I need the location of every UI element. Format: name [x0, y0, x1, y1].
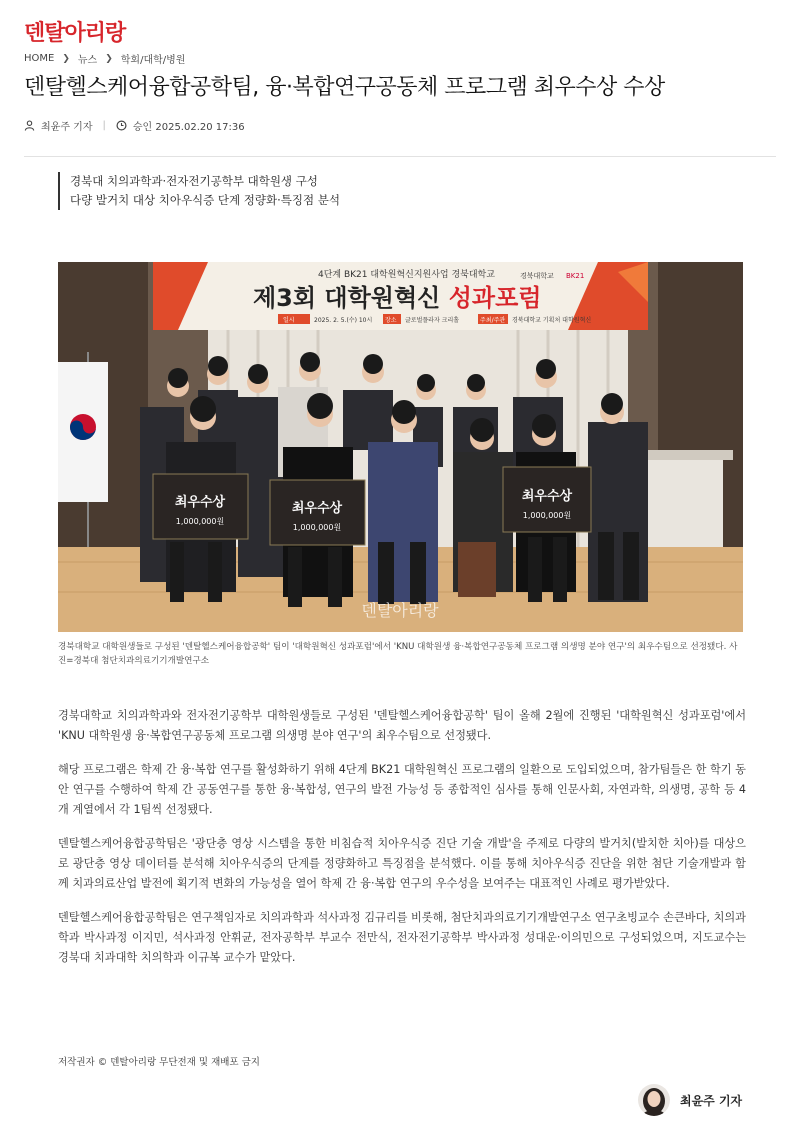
photo-caption: 경북대학교 대학원생들로 구성된 '덴탈헬스케어융합공학' 팀이 '대학원혁신 성과포럼'에서 'KNU 대학원생 융·복합연구공동체 프로그램 의생명 분야 연구'의 최우수팀으로 선정됐다. 사진=경북대 첨단치과의료기기개발연구소: [58, 642, 738, 666]
breadcrumb-category[interactable]: 학회/대학/병원: [120, 55, 186, 66]
article-photo[interactable]: [58, 262, 743, 632]
banner-info-4: 글로벌플라자 크리홀: [405, 317, 460, 324]
paragraph-4: 덴탈헬스케어융합공학팀은 연구책임자로 치의과학과 석사과정 김규리를 비롯해, 첨단치과의료기기개발연구소 연구초빙교수 손큰바다, 치의과학과 박사과정 이지민, 석사과정 안휘균, 전자공학부 부교수 전만식, 전자전기공학부 박사과정 성대운·이의민으로 구성되었으며, 지도교수는 경북대 치과대학 치의학과 이규복 교수가 맡았다.: [58, 911, 746, 964]
banner-main-text: 제3회 대학원혁신 성과포럼: [253, 284, 542, 312]
banner-top-text: 4단계 BK21 대학원혁신지원사업 경북대학교: [318, 270, 495, 280]
breadcrumb-news[interactable]: 뉴스: [77, 55, 98, 66]
breadcrumb-home[interactable]: HOME: [24, 53, 55, 64]
avatar[interactable]: [638, 1084, 670, 1116]
article-subheads: [58, 172, 340, 210]
author-card[interactable]: [638, 1084, 742, 1116]
user-icon: [24, 120, 35, 131]
banner-info-3: 장소: [385, 317, 397, 324]
award-amount-2: 1,000,000원: [292, 523, 342, 532]
banner-info-5: 주최/주관: [480, 317, 506, 324]
article-meta: [24, 118, 245, 133]
photo-watermark: 덴탈아리랑: [361, 601, 439, 620]
author-card-name[interactable]: 최윤주 기자: [680, 1093, 743, 1108]
meta-divider: |: [102, 120, 106, 131]
paragraph-3: 덴탈헬스케어융합공학팀은 '광단층 영상 시스템을 통한 비침습적 치아우식증 진단 기술 개발'을 주제로 다량의 발거치(발치한 치아)를 대상으로 광단층 영상 데이터를 분석해 치아우식증의 단계를 정량화하고 특징점을 분석했다. 이를 통해 치아우식증 진단을 위한 첨단 기술개발과 함께 치과의료산업 발전에 획기적 변화의 가능성을 열어 학제 간 융·복합 연구의 우수성을 보여주는 대표적인 사례로 평가받았다.: [58, 837, 746, 890]
header-divider: [24, 156, 776, 157]
award-title-2: 최우수상: [291, 501, 343, 516]
banner-info-1: 일시: [283, 317, 295, 324]
paragraph-2: 해당 프로그램은 학제 간 융·복합 연구를 활성화하기 위해 4단계 BK21 대학원혁신 프로그램의 일환으로 도입되었으며, 참가팀들은 한 학기 동안 연구를 수행하여 학제 간 공동연구를 통한 융·복합성, 연구의 발전 가능성 등 종합적인 심사를 통해 인문사회, 자연과학, 의생명, 공학 등 4개 계열에서 각 1팀씩 선정됐다.: [58, 763, 746, 816]
award-title-3: 최우수상: [521, 489, 573, 504]
copyright-notice: 저작권자 © 덴탈아리랑 무단전재 및 재배포 금지: [58, 1057, 260, 1068]
subhead-2: 다량 발거치 대상 치아우식증 단계 정량화·특징점 분석: [70, 193, 340, 207]
chevron-right-icon: ❯: [105, 53, 113, 64]
clock-icon: [116, 120, 127, 131]
chevron-right-icon: ❯: [62, 53, 70, 64]
award-board-1: [153, 474, 248, 539]
author-name[interactable]: 최윤주 기자: [41, 122, 93, 133]
article-body: [58, 706, 746, 982]
banner-info-6: 경북대학교 기획처 대학원혁신: [512, 317, 592, 324]
breadcrumb: [24, 51, 185, 66]
banner-logo: 경북대학교: [520, 272, 554, 280]
award-board-2: [270, 480, 365, 545]
award-title-1: 최우수상: [174, 495, 226, 510]
award-amount-3: 1,000,000원: [522, 511, 572, 520]
article-title: 덴탈헬스케어융합공학팀, 융·복합연구공동체 프로그램 최우수상 수상: [24, 75, 665, 100]
site-logo[interactable]: 덴탈아리랑: [24, 21, 126, 46]
award-board-3: [503, 467, 591, 532]
award-amount-1: 1,000,000원: [175, 517, 225, 526]
publish-date: 승인 2025.02.20 17:36: [132, 122, 245, 133]
banner-info-2: 2025. 2. 5.(수) 10시: [314, 317, 373, 324]
banner-logo2: BK21: [566, 272, 585, 280]
paragraph-1: 경북대학교 치의과학과와 전자전기공학부 대학원생들로 구성된 '덴탈헬스케어융합공학' 팀이 올해 2월에 진행된 '대학원혁신 성과포럼'에서 'KNU 대학원생 융·복합연구공동체 프로그램 의생명 분야 연구'의 최우수팀으로 선정됐다.: [58, 709, 746, 742]
subhead-1: 경북대 치의과학과·전자전기공학부 대학원생 구성: [70, 174, 318, 188]
